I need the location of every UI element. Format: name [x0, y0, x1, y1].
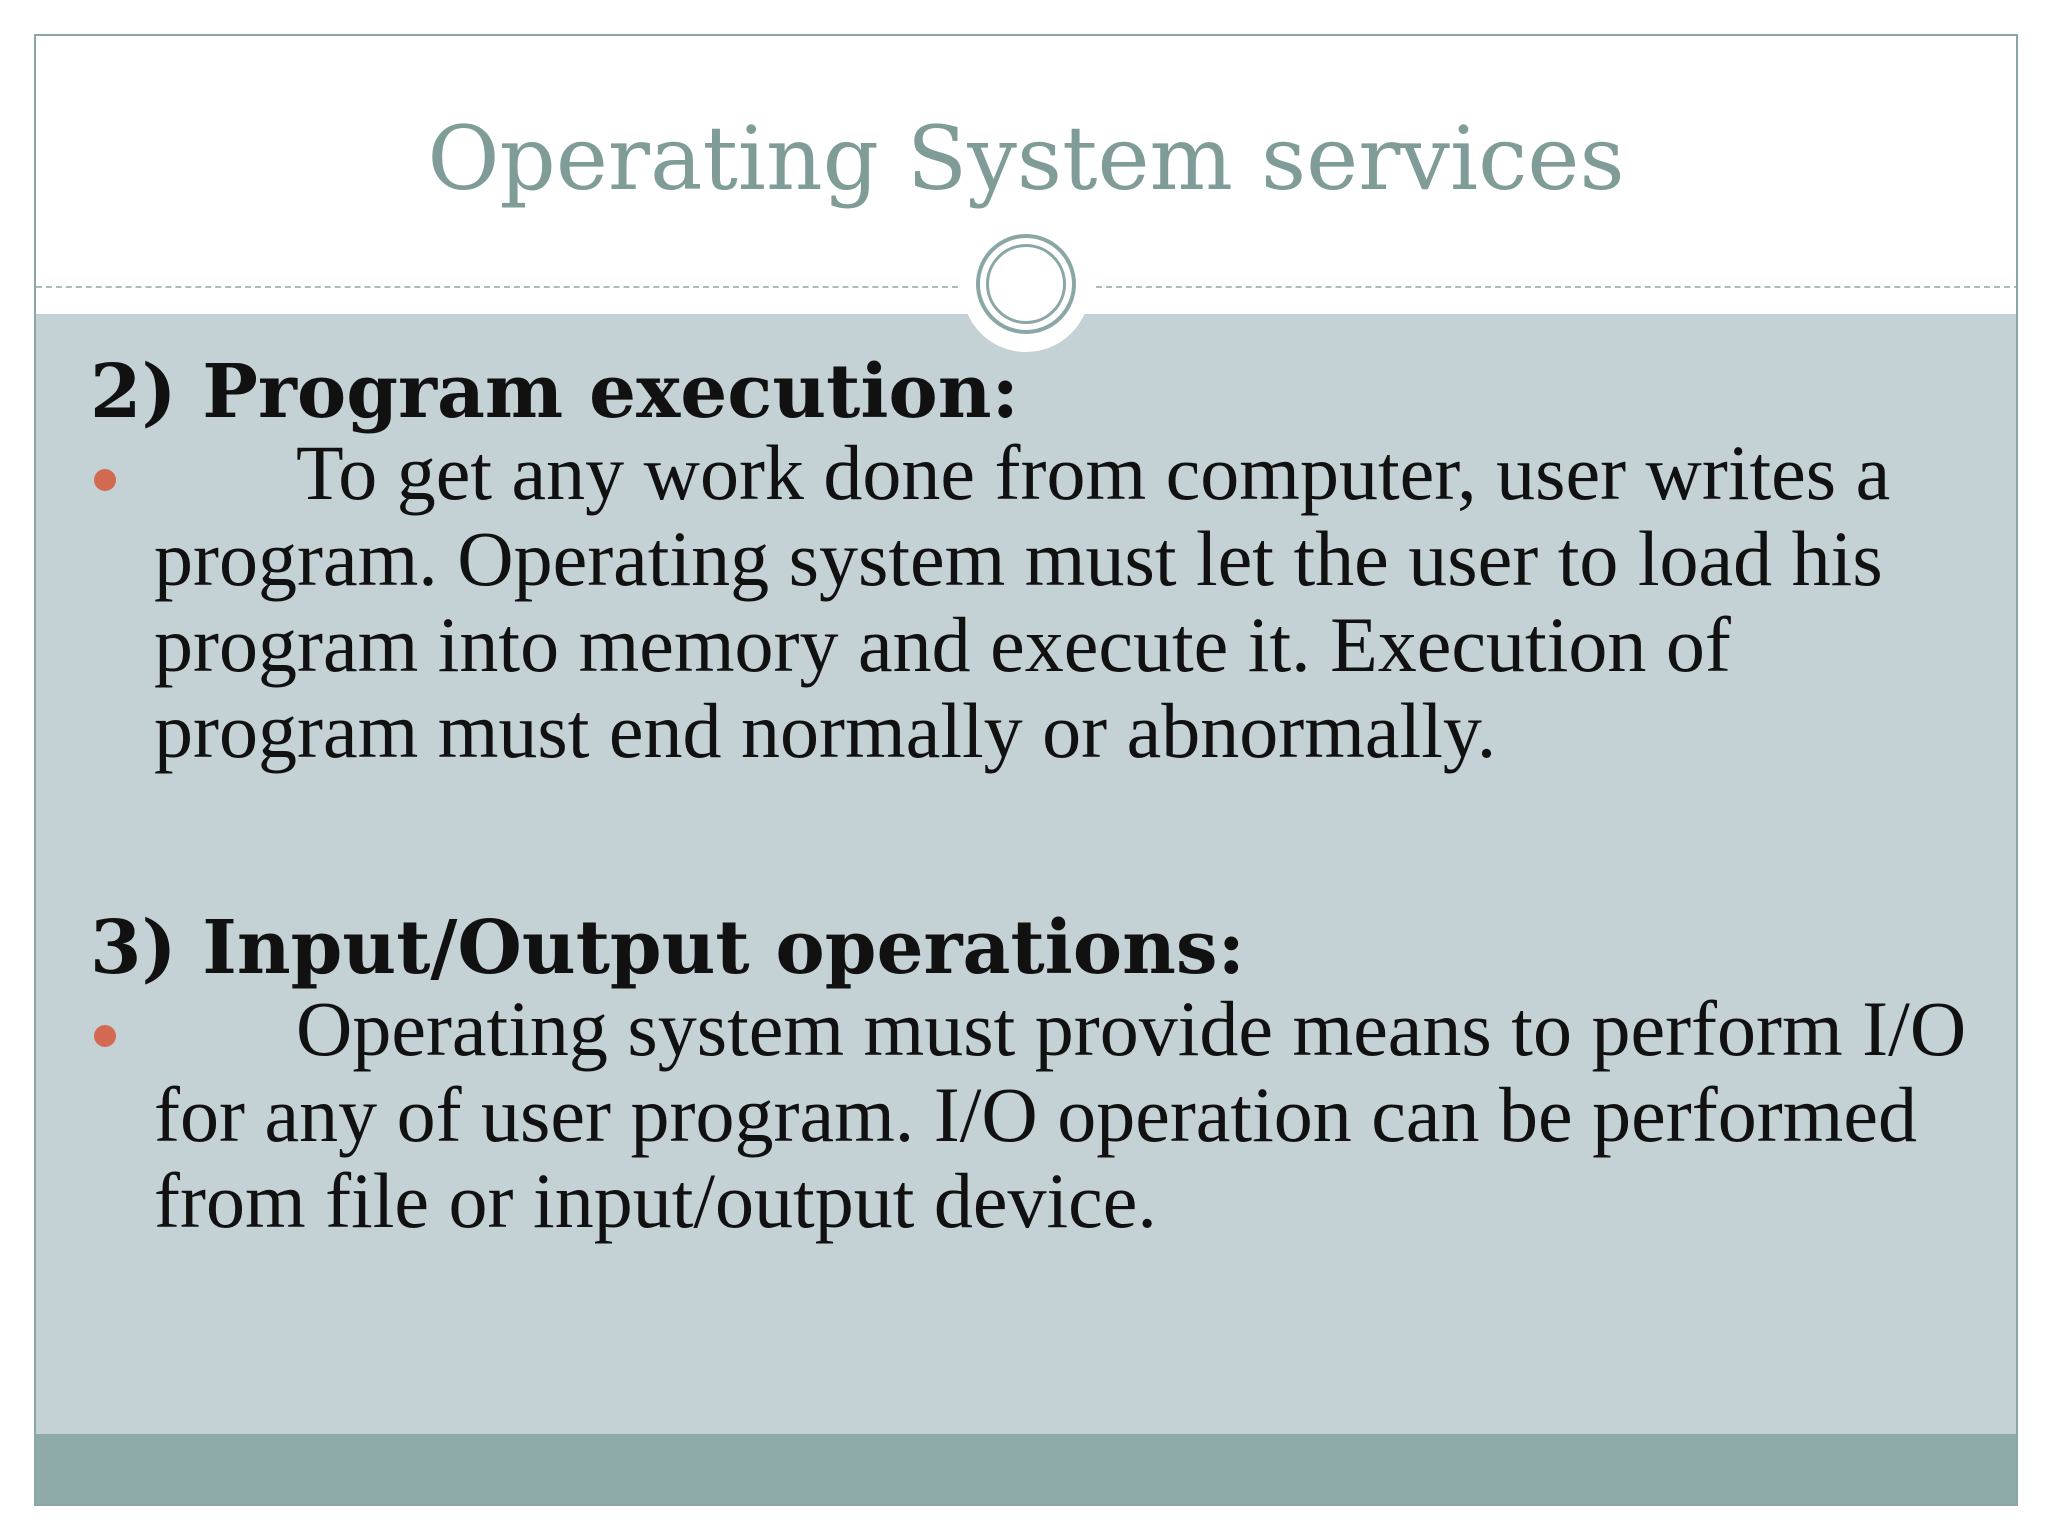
round-bullet-icon — [94, 1025, 116, 1047]
slide-title: Operating System services — [427, 107, 1625, 210]
slide — [34, 34, 2018, 1506]
section-heading-io-operations: 3) Input/Output operations: — [90, 905, 1245, 991]
content-area — [36, 314, 2016, 1434]
title-divider-left — [36, 286, 958, 288]
title-divider-right — [1096, 286, 2018, 288]
inner-ring-circle-icon — [986, 244, 1066, 324]
bullet-text-io-operations: Operating system must provide means to perform I/O for any of user program. I/O operation can be performed from file or input/output device. — [154, 985, 1967, 1244]
section-heading-program-execution: 2) Program execution: — [90, 349, 1019, 435]
bullet-text-program-execution: To get any work done from computer, user writes a program. Operating system must let the user to load his program into memory and execute it. Execution of program must end normally or abnormally. — [154, 429, 1891, 774]
footer-bar — [36, 1434, 2016, 1506]
round-bullet-icon — [94, 469, 116, 491]
